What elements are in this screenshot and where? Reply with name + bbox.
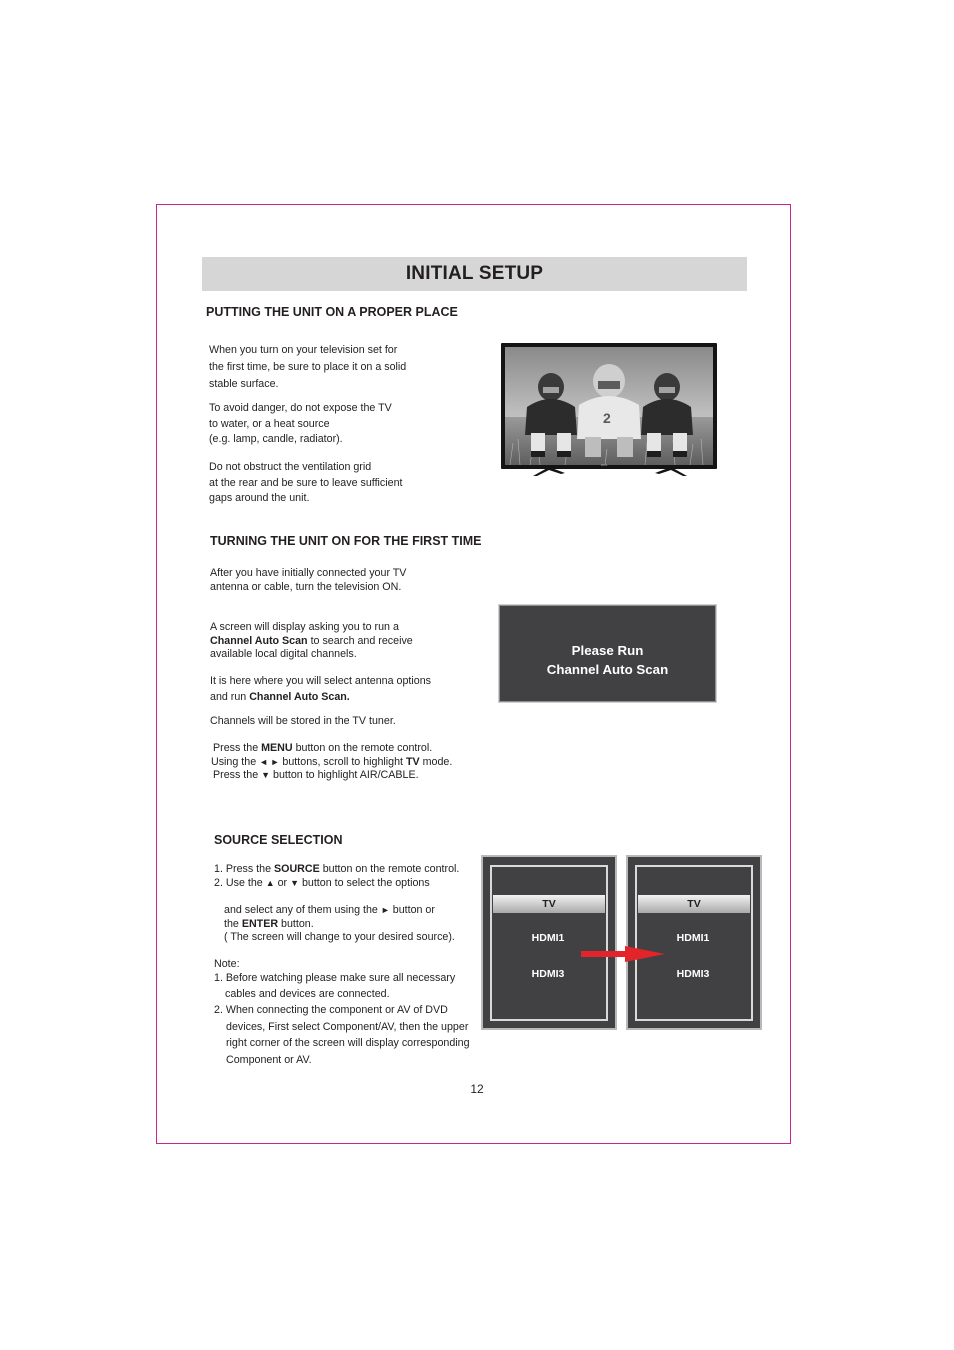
tv-screen-image	[505, 347, 713, 465]
menu-item-tv: TV	[493, 895, 605, 913]
source-menu-after	[626, 855, 762, 1030]
section-heading-placement: PUTTING THE UNIT ON A PROPER PLACE	[206, 305, 458, 319]
first-time-paragraph-1: After you have initially connected your TV antenna or cable, turn the television ON.	[210, 567, 407, 593]
red-arrow-icon	[581, 945, 667, 963]
menu-item-hdmi1: HDMI1	[676, 932, 710, 944]
first-time-paragraph-4: Channels will be stored in the TV tuner.	[210, 715, 396, 727]
tv-right-foot	[653, 465, 689, 477]
down-arrow-icon: ▼	[290, 877, 299, 888]
first-time-paragraph-3: It is here where you will select antenna options and run Channel Auto Scan.	[210, 675, 431, 703]
tv-left-foot	[531, 465, 567, 477]
down-arrow-icon: ▼	[261, 770, 271, 781]
menu-item-hdmi3: HDMI3	[531, 968, 565, 980]
left-right-arrows-icon: ◄ ►	[259, 756, 280, 767]
auto-scan-screen	[499, 605, 716, 702]
auto-scan-line-2: Channel Auto Scan	[546, 662, 669, 677]
note-1: 1. Before watching please make sure all necessary cables and devices are connected.	[214, 972, 456, 1000]
svg-text:2: 2	[603, 410, 611, 426]
first-time-paragraph-2: A screen will display asking you to run a Channel Auto Scan to search and receive available local digital channels.	[210, 621, 413, 661]
tv-brand-logo: RCA	[601, 463, 608, 467]
source-steps-continued: and select any of them using the ► button or the ENTER button. ( The screen will change to your desired source).	[224, 904, 455, 944]
placement-paragraph-1: When you turn on your television set for the first time, be sure to place it on a solid stable surface.	[209, 344, 407, 390]
right-arrow-icon: ►	[380, 905, 390, 915]
menu-item-tv: TV	[638, 895, 750, 913]
page-title: INITIAL SETUP	[202, 257, 747, 291]
section-heading-first-time: TURNING THE UNIT ON FOR THE FIRST TIME	[210, 534, 482, 548]
football-players-image	[505, 347, 713, 465]
note-label: Note:	[214, 958, 240, 970]
first-time-paragraph-5: Press the MENU button on the remote control. Using the ◄ ► buttons, scroll to highlight TV mode. Press the ▼ button to highlight AIR/CABLE.	[211, 742, 453, 782]
auto-scan-line-1: Please Run	[571, 643, 644, 658]
menu-item-hdmi3: HDMI3	[676, 968, 710, 980]
section-heading-source: SOURCE SELECTION	[214, 833, 343, 847]
placement-paragraph-3: Do not obstruct the ventilation grid at the rear and be sure to leave sufficient gaps around the unit.	[209, 461, 403, 504]
page-number: 12	[470, 1082, 484, 1096]
up-arrow-icon: ▲	[265, 877, 275, 888]
menu-item-hdmi1: HDMI1	[531, 932, 565, 944]
note-2: 2. When connecting the component or AV of DVD devices, First select Component/AV, then the upper right corner of the screen will display corresponding Component or AV.	[214, 1004, 470, 1066]
tv-illustration	[501, 343, 717, 476]
source-menu-before	[481, 855, 617, 1030]
placement-paragraph-2: To avoid danger, do not expose the TV to water, or a heat source (e.g. lamp, candle, radiator).	[209, 402, 392, 445]
source-steps: 1. Press the SOURCE button on the remote control. 2. Use the ▲ or ▼ button to select the options	[214, 863, 460, 889]
